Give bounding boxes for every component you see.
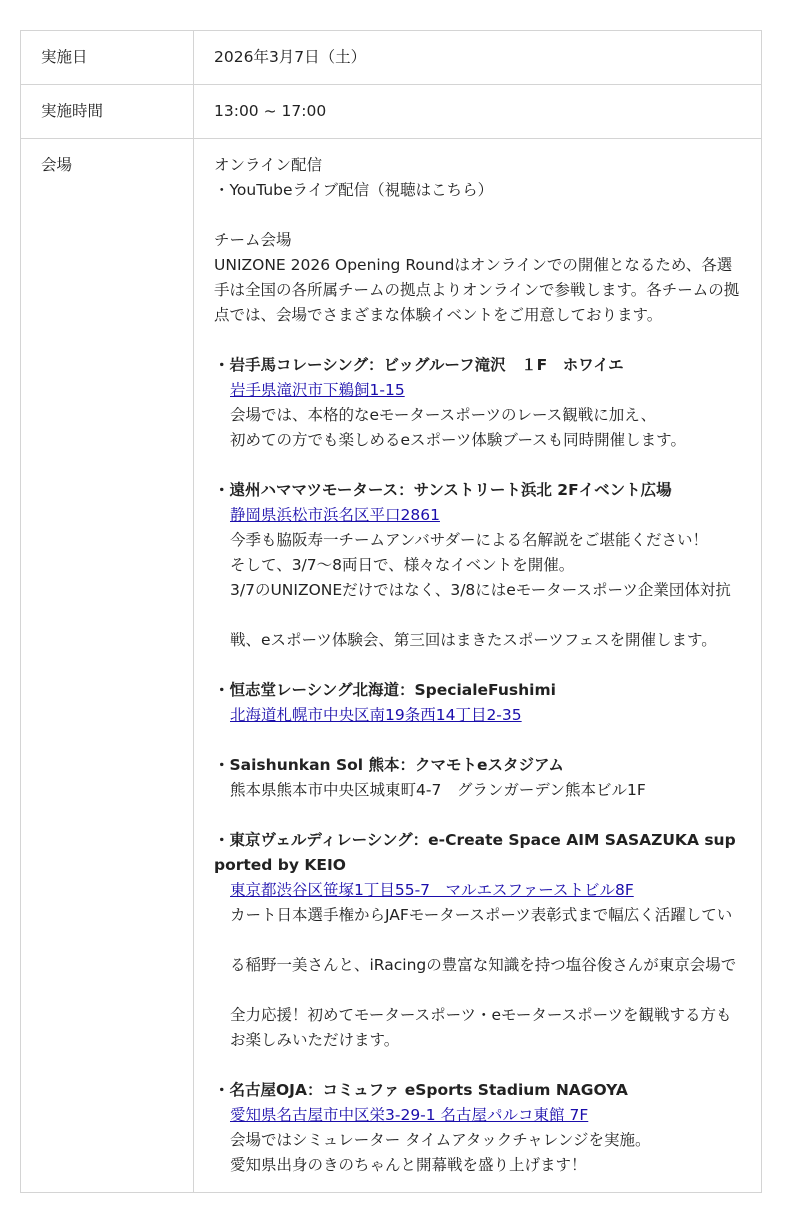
venue-title-nagoya: ・名古屋OJA：コミュファ eSports Stadium NAGOYA <box>214 1081 628 1099</box>
address-link-tokyo[interactable]: 東京都渋谷区笹塚1丁目55-7 マルエスファーストビル8F <box>230 881 634 899</box>
date-value: 2026年3月7日（土） <box>194 31 762 85</box>
venue-label: 会場 <box>21 139 194 1193</box>
time-value: 13:00 ~ 17:00 <box>194 85 762 139</box>
venue-desc-line: 3/7のUNIZONEだけではなく、3/8にはeモータースポーツ企業団体対抗 <box>230 581 731 599</box>
venue-title-enshu: ・遠州ハママツモータース：サンストリート浜北 2Fイベント広場 <box>214 481 672 499</box>
address-link-sapporo[interactable]: 北海道札幌市中央区南19条西14丁目2-35 <box>230 706 522 724</box>
venue-title-kumamoto: ・Saishunkan Sol 熊本：クマモトeスタジアム <box>214 756 564 774</box>
time-row <box>21 85 762 139</box>
team-venue-title: チーム会場 <box>214 231 292 249</box>
online-title: オンライン配信 <box>214 156 323 174</box>
address-text-kumamoto: 熊本県熊本市中央区城東町4-7 グランガーデン熊本ビル1F <box>230 781 646 799</box>
address-link-iwate[interactable]: 岩手県滝沢市下鵜飼1-15 <box>230 381 405 399</box>
venue-value <box>194 139 762 1193</box>
venue-title-hokkaido: ・恒志堂レーシング北海道：SpecialeFushimi <box>214 681 556 699</box>
online-stream-link[interactable]: ・YouTubeライブ配信（視聴はこちら） <box>214 181 494 199</box>
date-row <box>21 31 762 85</box>
event-info-table <box>20 30 762 1193</box>
venue-desc-line: カート日本選手権からJAFモータースポーツ表彰式まで幅広く活躍してい <box>230 906 733 924</box>
venue-desc-line: 初めての方でも楽しめるeスポーツ体験ブースも同時開催します。 <box>230 431 686 449</box>
venue-desc-line: 会場ではシミュレーター タイムアタックチャレンジを実施。 <box>230 1131 651 1149</box>
venue-desc-line: 会場では、本格的なeモータースポーツのレース観戦に加え、 <box>230 406 657 424</box>
venue-title-tokyo-line1: ・東京ヴェルディレーシング：e-Create Space AIM SASAZUKA sup <box>214 831 736 849</box>
venue-desc-line: 戦、eスポーツ体験会、第三回はまきたスポーツフェスを開催します。 <box>230 631 717 649</box>
venue-desc-line: る稲野一美さんと、iRacingの豊富な知識を持つ塩谷俊さんが東京会場で <box>230 956 737 974</box>
venue-desc-line: お楽しみいただけます。 <box>230 1031 400 1049</box>
address-link-hamamatsu[interactable]: 静岡県浜松市浜名区平口2861 <box>230 506 440 524</box>
time-label: 実施時間 <box>21 85 194 139</box>
venue-desc-line: 今季も脇阪寿一チームアンバサダーによる名解説をご堪能ください！ <box>230 531 709 549</box>
date-label: 実施日 <box>21 31 194 85</box>
address-link-nagoya[interactable]: 愛知県名古屋市中区栄3-29-1 名古屋パルコ東館 7F <box>230 1106 589 1124</box>
venue-desc-line: そして、3/7〜8両日で、様々なイベントを開催。 <box>230 556 575 574</box>
venue-row <box>21 139 762 1193</box>
venue-desc-line: 愛知県出身のきのちゃんと開幕戦を盛り上げます！ <box>230 1156 587 1174</box>
venue-title-tokyo-line2: ported by KEIO <box>214 856 346 874</box>
team-venue-description: UNIZONE 2026 Opening Roundはオンラインでの開催となるため、各選手は全国の各所属チームの拠点よりオンラインで参戦します。各チームの拠点では、会場でさまざまな体験イベントをご用意しております。 <box>214 256 740 324</box>
venue-title-iwate: ・岩手馬コレーシング：ビッグルーフ滝沢 １F ホワイエ <box>214 356 624 374</box>
venue-desc-line: 全力応援！初めてモータースポーツ・eモータースポーツを観戦する方も <box>230 1006 732 1024</box>
